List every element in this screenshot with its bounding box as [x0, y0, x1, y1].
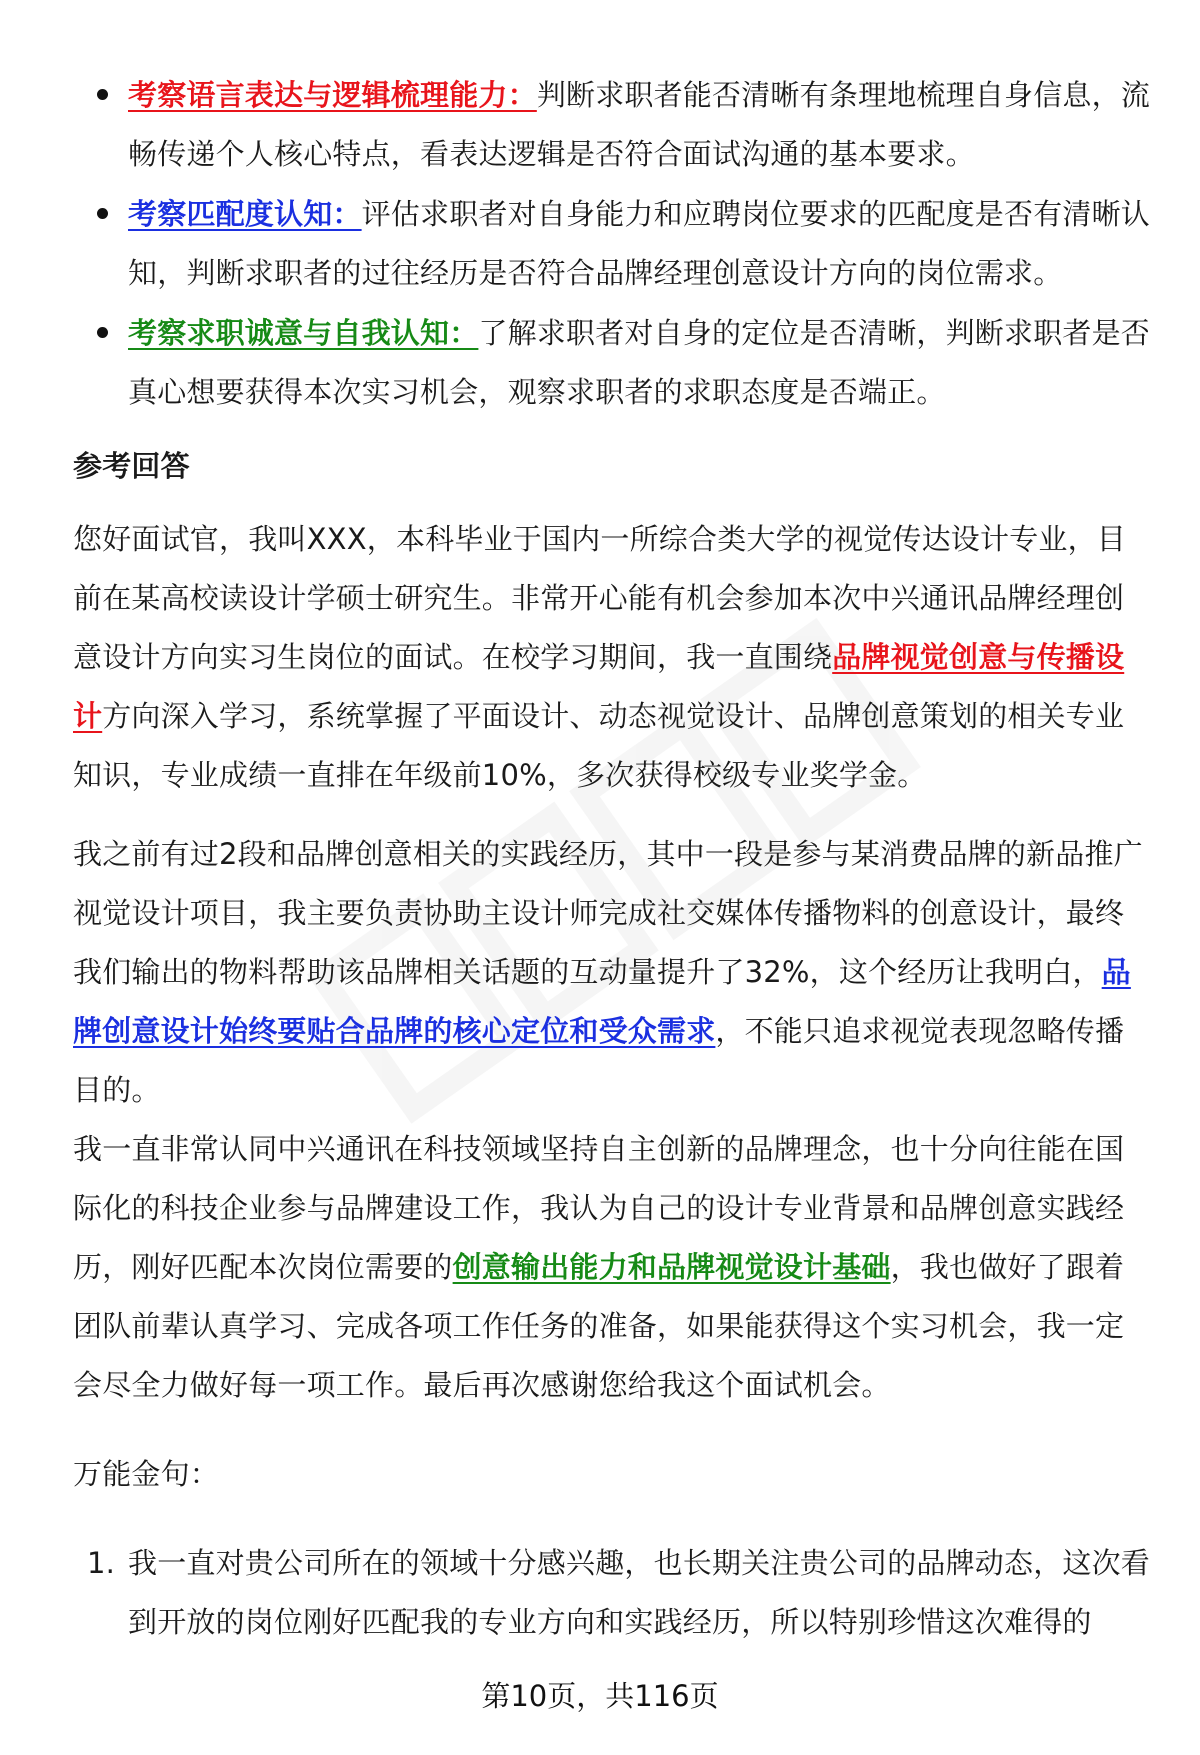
assessment-item [73, 66, 1153, 184]
answer-paragraph-3 [73, 1120, 1153, 1415]
assessment-label: 考察匹配度认知： [128, 197, 362, 231]
bullet-dot-icon [97, 327, 108, 338]
assessment-label: 考察求职诚意与自我认知： [128, 316, 479, 350]
page-number: 第10页，共116页 [481, 1679, 719, 1713]
golden-sentences-list [73, 1534, 1153, 1652]
bullet-dot-icon [97, 89, 108, 100]
assessment-text: 了解求职者对自身的定位是否清晰，判断求职者是否真心想要获得本次实习机会，观察求职者的求职态度是否端正。 [128, 316, 1151, 409]
assessment-item [73, 185, 1153, 303]
paragraph-text: 方向深入学习，系统掌握了平面设计、动态视觉设计、品牌创意策划的相关专业知识，专业成绩一直排在年级前10%，多次获得校级专业奖学金。 [73, 699, 1125, 792]
assessment-label: 考察语言表达与逻辑梳理能力： [128, 78, 537, 112]
paragraph-text: 您好面试官，我叫XXX，本科毕业于国内一所综合类大学的视觉传达设计专业，目前在某高校读设计学硕士研究生。非常开心能有机会参加本次中兴通讯品牌经理创意设计方向实习生岗位的面试。在校学习期间，我一直围绕 [73, 522, 1127, 674]
highlight-text: 品牌视觉创意与传播设计 [73, 640, 1125, 733]
answer-paragraph-1 [73, 510, 1153, 805]
golden-sentence-text: 我一直对贵公司所在的领域十分感兴趣，也长期关注贵公司的品牌动态，这次看到开放的岗位刚好匹配我的专业方向和实践经历，所以特别珍惜这次难得的 [128, 1546, 1151, 1639]
paragraph-text: ，不能只追求视觉表现忽略传播目的。 [73, 1014, 1125, 1107]
document-content [73, 66, 1153, 1652]
assessment-list [73, 66, 1153, 422]
paragraph-text: 我之前有过2段和品牌创意相关的实践经历，其中一段是参与某消费品牌的新品推广视觉设计项目，我主要负责协助主设计师完成社交媒体传播物料的创意设计，最终我们输出的物料帮助该品牌相关话题的互动量提升了32%，这个经历让我明白， [73, 837, 1143, 989]
bullet-dot-icon [97, 208, 108, 219]
highlight-text: 品牌创意设计始终要贴合品牌的核心定位和受众需求 [73, 955, 1131, 1048]
paragraph-text: 我一直非常认同中兴通讯在科技领域坚持自主创新的品牌理念，也十分向往能在国际化的科技企业参与品牌建设工作，我认为自己的设计专业背景和品牌创意实践经历，刚好匹配本次岗位需要的 [73, 1132, 1125, 1284]
golden-sentence-item [73, 1534, 1153, 1652]
item-number: 1. [87, 1546, 116, 1580]
highlight-text: 创意输出能力和品牌视觉设计基础 [452, 1250, 891, 1284]
assessment-text: 评估求职者对自身能力和应聘岗位要求的匹配度是否有清晰认知，判断求职者的过往经历是否符合品牌经理创意设计方向的岗位需求。 [128, 197, 1151, 290]
section-title: 参考回答 [73, 449, 190, 483]
paragraph-text: ，我也做好了跟着团队前辈认真学习、完成各项工作任务的准备，如果能获得这个实习机会，我一定会尽全力做好每一项工作。最后再次感谢您给我这个面试机会。 [73, 1250, 1125, 1402]
assessment-text: 判断求职者能否清晰有条理地梳理自身信息，流畅传递个人核心特点，看表达逻辑是否符合面试沟通的基本要求。 [128, 78, 1151, 171]
assessment-item [73, 304, 1153, 422]
golden-sentences-title: 万能金句： [73, 1457, 220, 1491]
answer-paragraph-2 [73, 825, 1153, 1120]
